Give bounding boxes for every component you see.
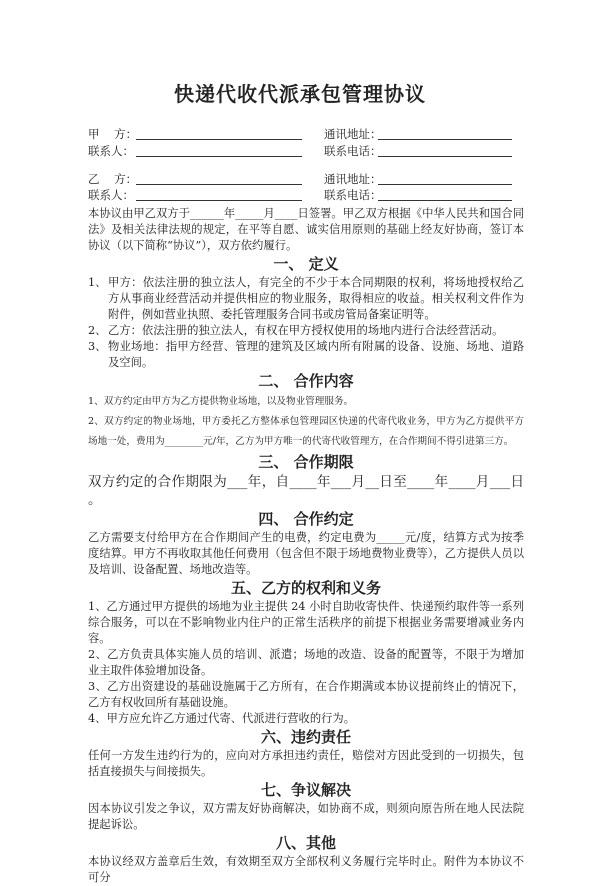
list-item: 1、乙方通过甲方提供的场地为业主提供 24 小时自助收寄快件、快递预约取件等一系列综合服务，可以在不影响物业内住户的正常生活秩序的前提下根据业务需要增减业务内容。 [88, 600, 524, 645]
list-item: 3、乙方出资建设的基础设施属于乙方所有，在合作期满或本协议提前终止的情况下，乙方有权收回所有基础设施。 [88, 680, 524, 709]
list-item [88, 339, 524, 371]
party-a-field[interactable] [136, 139, 302, 140]
party-a-phone-field[interactable] [378, 156, 512, 157]
cooperation-list [88, 392, 524, 452]
list-item [88, 275, 524, 323]
party-b-row [88, 171, 528, 187]
item-number: 1、 [88, 276, 107, 289]
other-paragraph: 本协议经双方盖章后生效，有效期至双方全部权利义务履行完毕时止。附件为本协议不可分 [88, 855, 524, 884]
intro-paragraph: 本协议由甲乙双方于______年_____月____日签署。甲乙双方根据《中华人民共和国合同法》及相关法律法规的规定，在平等自愿、诚实信用原则的基础上经友好协商，签订本协议（以下简称“协议”），双方依约履行。 [88, 207, 524, 252]
list-item: 2、双方约定的物业场地，甲方委托乙方整体承包管理园区快递的代寄代收业务，甲方为乙方提供平方场地一处，费用为________元/年，乙方为甲方唯一的代寄代收管理方，在合作期间不得引进第三方。 [88, 416, 524, 447]
item-number: 2、 [88, 324, 107, 337]
list-item: 4、甲方应允许乙方通过代寄、代派进行营收的行为。 [88, 712, 356, 725]
section-heading-definitions: 一、 定义 [273, 255, 339, 273]
phone-label: 联系电话： [324, 188, 382, 202]
section-heading-agreement: 四、 合作约定 [258, 510, 354, 528]
section-heading-dispute: 七、争议解决 [260, 781, 351, 799]
rights-list [88, 599, 524, 727]
party-b-address-field[interactable] [378, 184, 512, 185]
section-heading-rights: 五、乙方的权利和义务 [230, 579, 381, 597]
party-b-field[interactable] [136, 184, 302, 185]
liability-paragraph: 任何一方发生违约行为的，应向对方承担违约责任，赔偿对方因此受到的一切损失，包括直接损失与间接损失。 [88, 749, 524, 778]
party-b-phone-field[interactable] [378, 200, 512, 201]
section-heading-other: 八、其他 [275, 834, 336, 852]
section-heading-cooperation: 二、 合作内容 [258, 372, 354, 390]
phone-label: 联系电话： [324, 144, 382, 158]
document-title: 快递代收代派承包管理协议 [174, 82, 426, 106]
party-a-contact-field[interactable] [136, 156, 302, 157]
agreement-body [88, 206, 524, 886]
party-b-contact-field[interactable] [136, 200, 302, 201]
party-a-contact-row [88, 143, 528, 159]
party-b-label: 乙 方： [88, 172, 138, 186]
party-b-contact-row [88, 187, 528, 203]
list-item: 1、双方约定由甲方为乙方提供物业场地，以及物业管理服务。 [88, 396, 354, 407]
term-paragraph: 双方约定的合作期限为___年，自____年___月__日至____年____月___日 。 [88, 474, 524, 508]
section-heading-liability: 六、违约责任 [260, 728, 351, 746]
item-number: 3、 [88, 340, 107, 353]
agreement-paragraph: 乙方需要支付给甲方在合作期间产生的电费，约定电费为_____元/度，结算方式为按季度结算。甲方不再收取其他任何费用（包含但不限于场地费物业费等），乙方提供人员以及培训、设备配置、场地改造等。 [88, 531, 524, 576]
definitions-list [88, 275, 524, 371]
list-item [88, 323, 524, 339]
address-label: 通讯地址： [324, 127, 382, 141]
address-label: 通讯地址： [324, 172, 382, 186]
contact-label: 联系人： [88, 144, 134, 158]
item-text: 物业场地：指甲方经营、管理的建筑及区域内所有附属的设备、设施、场地、道路及空间。 [108, 340, 524, 369]
party-a-row [88, 126, 528, 142]
section-heading-term: 三、 合作期限 [258, 453, 354, 471]
party-a-address-field[interactable] [378, 139, 512, 140]
list-item: 2、乙方负责具体实施人员的培训、派遣；场地的改造、设备的配置等，不限于为增加业主取件体验增加设备。 [88, 648, 524, 677]
party-a-label: 甲 方： [88, 127, 138, 141]
contact-label: 联系人： [88, 188, 134, 202]
item-text: 甲方：依法注册的独立法人，有完全的不少于本合同期限的权利，将场地授权给乙方从事商业经营活动并提供相应的物业服务，取得相应的收益。相关权利文件作为附件，例如营业执照、委托管理服务合同书或房管局备案证明等。 [108, 276, 524, 321]
item-text: 乙方：依法注册的独立法人，有权在甲方授权使用的场地内进行合法经营活动。 [108, 324, 504, 337]
dispute-paragraph: 因本协议引发之争议，双方需友好协商解决，如协商不成，则须向原告所在地人民法院提起诉讼。 [88, 802, 524, 831]
